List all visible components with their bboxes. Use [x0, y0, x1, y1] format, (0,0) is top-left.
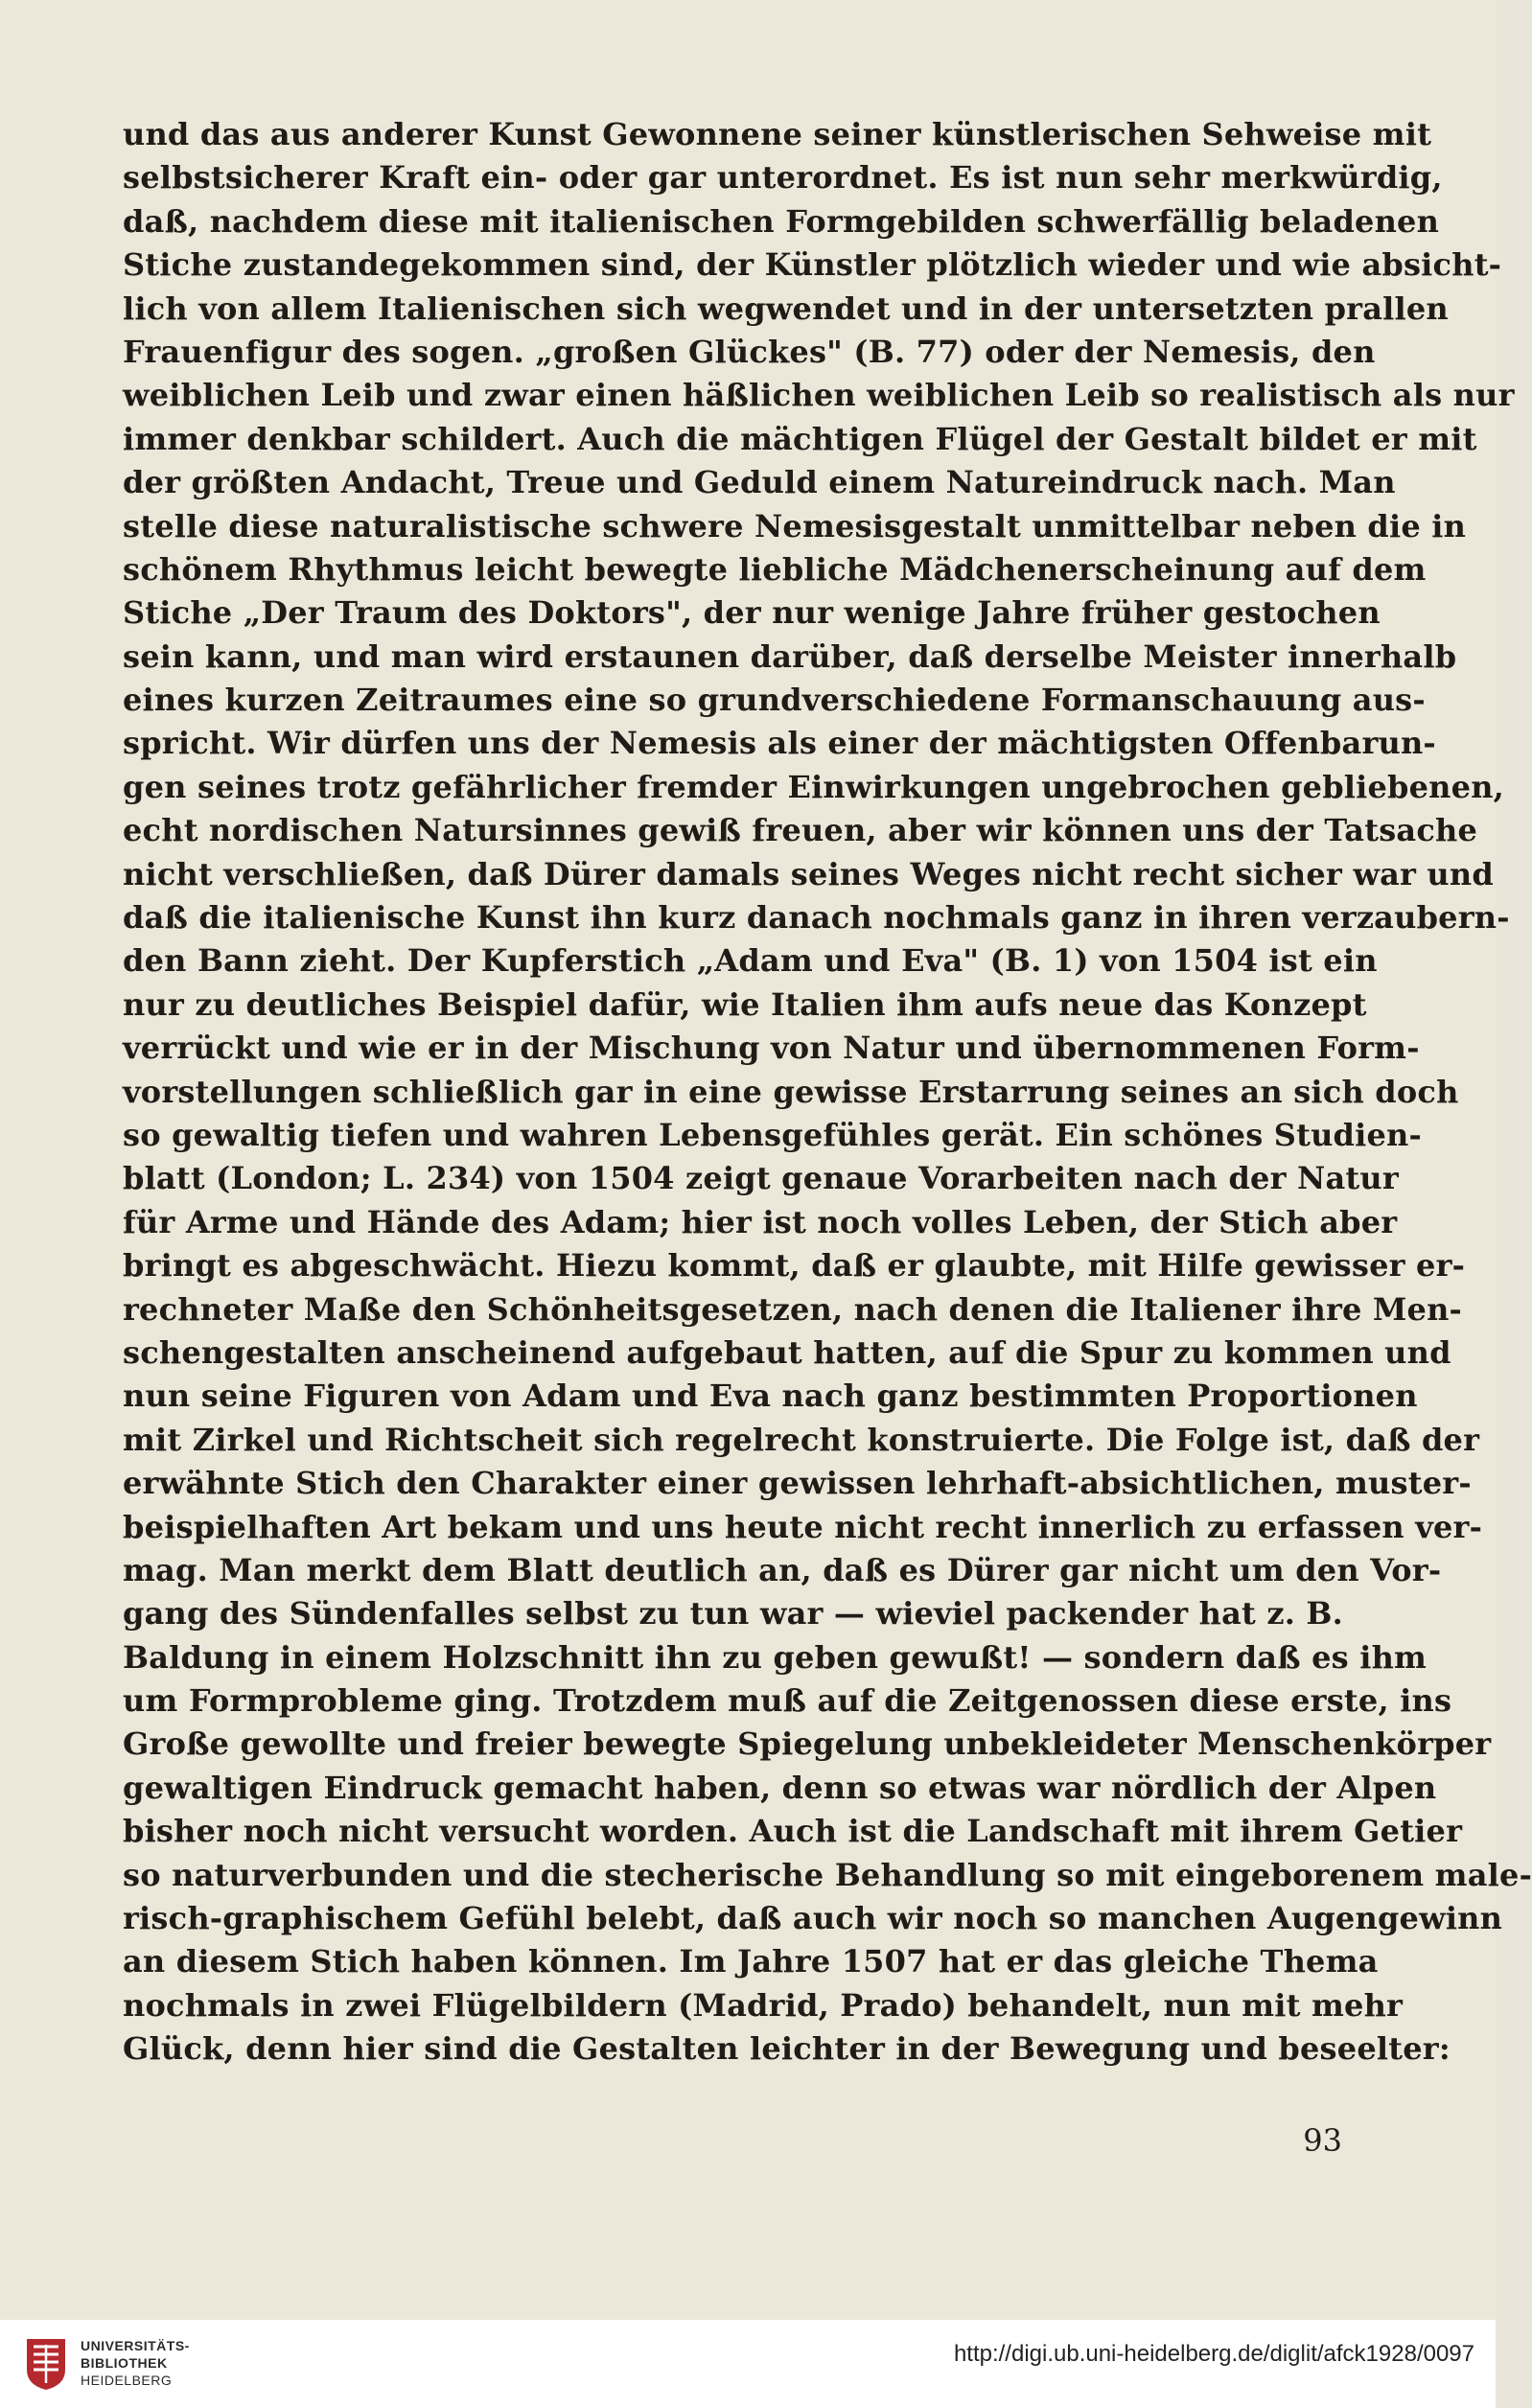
library-name	[81, 2337, 190, 2389]
text-line: echt nordischen Natursinnes gewiß freuen, aber wir können uns der Tatsache	[123, 812, 1478, 849]
text-line: daß, nachdem diese mit italienischen Formgebilden schwerfällig beladenen	[123, 202, 1440, 240]
text-line: verrückt und wie er in der Mischung von Natur und übernommenen Form-	[123, 1030, 1420, 1067]
text-line: beispielhaften Art bekam und uns heute nicht recht innerlich zu erfassen ver-	[123, 1508, 1483, 1545]
text-line: gewaltigen Eindruck gemacht haben, denn so etwas war nördlich der Alpen	[123, 1769, 1437, 1806]
text-line: weiblichen Leib und zwar einen häßlichen weiblichen Leib so realistisch als nur	[123, 377, 1515, 414]
text-line: so naturverbunden und die stecherische Behandlung so mit eingeborenem male-	[123, 1856, 1532, 1893]
text-line: nochmals in zwei Flügelbildern (Madrid, Prado) behandelt, nun mit mehr	[123, 1986, 1404, 2024]
text-line: Glück, denn hier sind die Gestalten leichter in der Bewegung und beseelter:	[123, 2030, 1451, 2068]
text-line: selbstsicherer Kraft ein- oder gar unterordnet. Es ist nun sehr merkwürdig,	[123, 159, 1443, 197]
body-text	[123, 113, 1532, 2072]
library-name-line: UNIVERSITÄTS-	[81, 2338, 190, 2353]
text-line: immer denkbar schildert. Auch die mächtigen Flügel der Gestalt bildet er mit	[123, 420, 1477, 457]
library-name-line: HEIDELBERG	[81, 2373, 173, 2388]
library-seal-icon	[25, 2337, 67, 2391]
library-logo[interactable]	[25, 2337, 190, 2391]
text-line: schengestalten anscheinend aufgebaut hatten, auf die Spur zu kommen und	[123, 1333, 1451, 1371]
text-line: für Arme und Hände des Adam; hier ist noch volles Leben, der Stich aber	[123, 1203, 1398, 1240]
text-line: lich von allem Italienischen sich wegwendet und in der untersetzten prallen	[123, 289, 1449, 327]
text-line: bringt es abgeschwächt. Hiezu kommt, daß er glaubte, mit Hilfe gewisser er-	[123, 1247, 1466, 1285]
text-line: mag. Man merkt dem Blatt deutlich an, daß es Dürer gar nicht um den Vor-	[123, 1551, 1442, 1588]
text-line: risch-graphischem Gefühl belebt, daß auch wir noch so manchen Augengewinn	[123, 1900, 1503, 1937]
text-line: rechneter Maße den Schönheitsgesetzen, nach denen die Italiener ihre Men-	[123, 1290, 1463, 1328]
text-line: stelle diese naturalistische schwere Nemesisgestalt unmittelbar neben die in	[123, 507, 1467, 544]
text-line: bisher noch nicht versucht worden. Auch ist die Landschaft mit ihrem Getier	[123, 1813, 1463, 1850]
text-line: und das aus anderer Kunst Gewonnene seiner künstlerischen Sehweise mit	[123, 116, 1432, 152]
text-line: den Bann zieht. Der Kupferstich „Adam und Eva" (B. 1) von 1504 ist ein	[123, 942, 1378, 980]
text-line: Frauenfigur des sogen. „großen Glückes" (B. 77) oder der Nemesis, den	[123, 333, 1376, 370]
library-name-line: BIBLIOTHEK	[81, 2355, 168, 2371]
text-line: daß die italienische Kunst ihn kurz danach nochmals ganz in ihren verzaubern-	[123, 899, 1510, 937]
text-line: Stiche zustandegekommen sind, der Künstler plötzlich wieder und wie absicht-	[123, 246, 1502, 284]
text-line: gang des Sündenfalles selbst zu tun war — wieviel packender hat z. B.	[123, 1595, 1344, 1632]
text-line: nur zu deutliches Beispiel dafür, wie Italien ihm aufs neue das Konzept	[123, 985, 1367, 1023]
source-url-link[interactable]: http://digi.ub.uni-heidelberg.de/diglit/afck1928/0097	[953, 2341, 1474, 2367]
text-line: sein kann, und man wird erstaunen darüber, daß derselbe Meister innerhalb	[123, 637, 1457, 675]
text-line: nicht verschließen, daß Dürer damals seines Weges nicht recht sicher war und	[123, 855, 1494, 892]
text-line: erwähnte Stich den Charakter einer gewissen lehrhaft-absichtlichen, muster-	[123, 1465, 1472, 1502]
page-number: 93	[1303, 2122, 1342, 2159]
text-line: gen seines trotz gefährlicher fremder Einwirkungen ungebrochen gebliebenen,	[123, 768, 1505, 805]
text-line: Stiche „Der Traum des Doktors", der nur wenige Jahre früher gestochen	[123, 594, 1381, 632]
text-line: Baldung in einem Holzschnitt ihn zu geben gewußt! — sondern daß es ihm	[123, 1638, 1428, 1676]
text-line: eines kurzen Zeitraumes eine so grundverschiedene Formanschauung aus-	[123, 682, 1426, 719]
text-line: an diesem Stich haben können. Im Jahre 1507 hat er das gleiche Thema	[123, 1943, 1379, 1980]
text-line: spricht. Wir dürfen uns der Nemesis als einer der mächtigsten Offenbarun-	[123, 725, 1436, 762]
text-line: blatt (London; L. 234) von 1504 zeigt genaue Vorarbeiten nach der Natur	[123, 1160, 1399, 1197]
text-line: um Formprobleme ging. Trotzdem muß auf die Zeitgenossen diese erste, ins	[123, 1682, 1452, 1720]
text-line: nun seine Figuren von Adam und Eva nach ganz bestimmten Proportionen	[123, 1378, 1418, 1415]
text-line: vorstellungen schließlich gar in eine gewisse Erstarrung seines an sich doch	[123, 1073, 1459, 1110]
text-line: mit Zirkel und Richtscheit sich regelrecht konstruierte. Die Folge ist, daß der	[123, 1421, 1480, 1458]
text-line: schönem Rhythmus leicht bewegte liebliche Mädchenerscheinung auf dem	[123, 550, 1427, 588]
footer-bar	[0, 2320, 1496, 2408]
text-line: der größten Andacht, Treue und Geduld einem Natureindruck nach. Man	[123, 464, 1396, 501]
text-line: so gewaltig tiefen und wahren Lebensgefühles gerät. Ein schönes Studien-	[123, 1116, 1422, 1153]
text-line: Große gewollte und freier bewegte Spiegelung unbekleideter Menschenkörper	[123, 1725, 1492, 1763]
